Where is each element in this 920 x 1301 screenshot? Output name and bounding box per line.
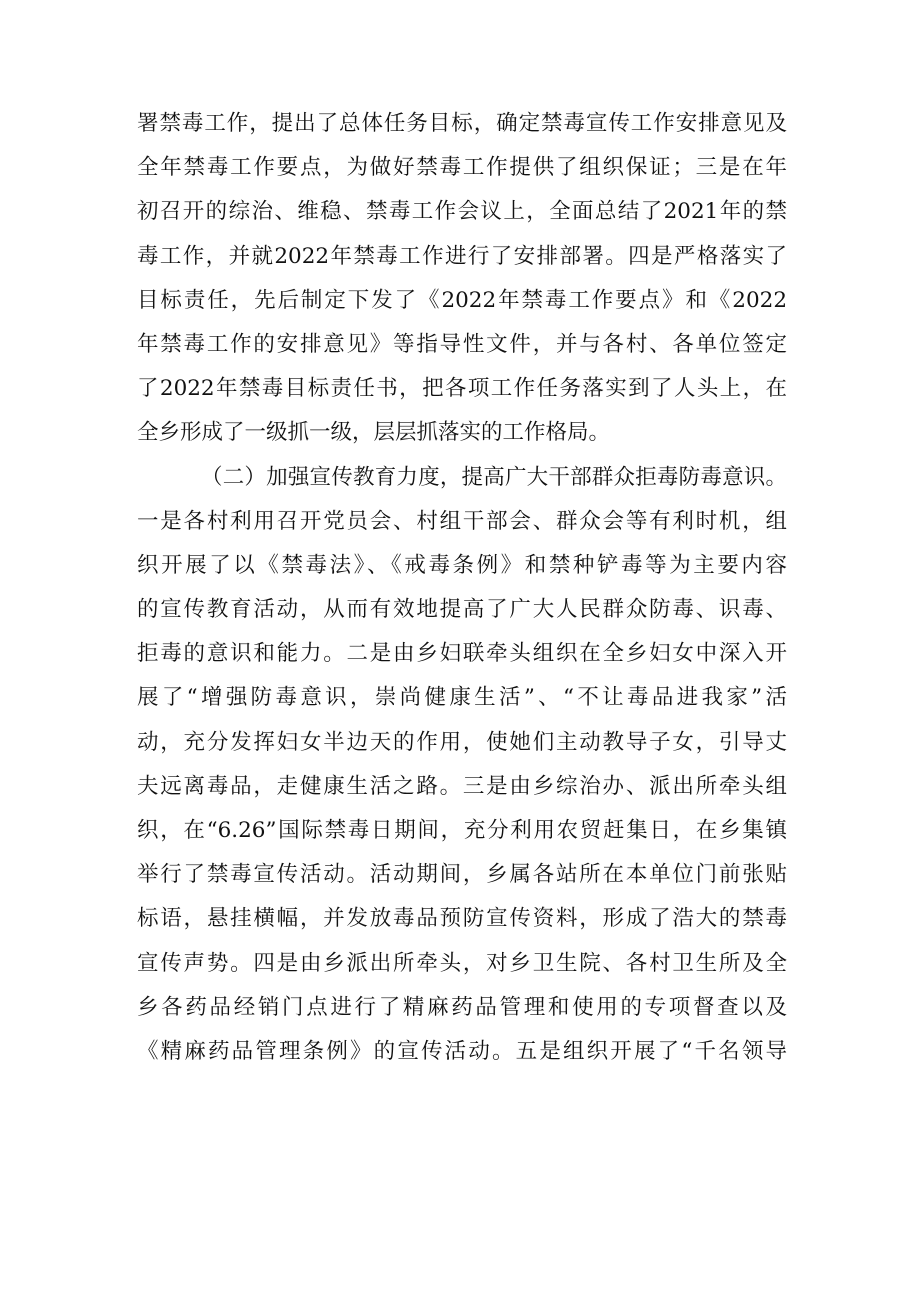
text-line: 目标责任，先后制定下发了《2022年禁毒工作要点》和《2022 (137, 287, 787, 313)
text-line: 举行了禁毒宣传活动。活动期间，乡属各站所在本单位门前张贴 (137, 862, 787, 888)
text-line: 标语，悬挂横幅，并发放毒品预防宣传资料，形成了浩大的禁毒 (137, 906, 787, 932)
text-line: 一是各村利用召开党员会、村组干部会、群众会等有利时机，组 (137, 508, 787, 534)
paragraph-end-line: 全乡形成了一级抓一级，层层抓落实的工作格局。 (137, 420, 611, 446)
text-line: 署禁毒工作，提出了总体任务目标，确定禁毒宣传工作安排意见及 (137, 111, 787, 136)
text-line: 乡各药品经销门点进行了精麻药品管理和使用的专项督查以及 (137, 994, 787, 1020)
text-line: 宣传声势。四是由乡派出所牵头，对乡卫生院、各村卫生所及全 (137, 950, 787, 976)
text-line: 拒毒的意识和能力。二是由乡妇联牵头组织在全乡妇女中深入开 (137, 641, 787, 667)
text-line: 全年禁毒工作要点，为做好禁毒工作提供了组织保证；三是在年 (137, 155, 787, 181)
text-line: 动，充分发挥妇女半边天的作用，使她们主动教导子女，引导丈 (137, 729, 787, 755)
text-line: 了2022年禁毒目标责任书，把各项工作任务落实到了人头上，在 (137, 376, 787, 402)
text-line: 的宣传教育活动，从而有效地提高了广大人民群众防毒、识毒、 (137, 597, 787, 623)
text-line: 毒工作，并就2022年禁毒工作进行了安排部署。四是严格落实了 (137, 243, 787, 269)
text-line: 织开展了以《禁毒法》、《戒毒条例》和禁种铲毒等为主要内容 (137, 552, 787, 578)
text-line: 初召开的综治、维稳、禁毒工作会议上，全面总结了2021年的禁 (137, 199, 787, 225)
text-line: 夫远离毒品，走健康生活之路。三是由乡综治办、派出所牵头组 (137, 773, 787, 799)
text-line: 展了“增强防毒意识，崇尚健康生活”、“不让毒品进我家”活 (137, 685, 787, 711)
text-line: 年禁毒工作的安排意见》等指导性文件，并与各村、各单位签定 (137, 331, 787, 357)
body-text (137, 102, 787, 1074)
text-line: 《精麻药品管理条例》的宣传活动。五是组织开展了“千名领导 (137, 1038, 787, 1064)
section-heading-line: （二）加强宣传教育力度，提高广大干部群众拒毒防毒意识。 (201, 464, 787, 490)
text-line: 织，在“6.26”国际禁毒日期间，充分利用农贸赶集日，在乡集镇 (137, 818, 787, 843)
